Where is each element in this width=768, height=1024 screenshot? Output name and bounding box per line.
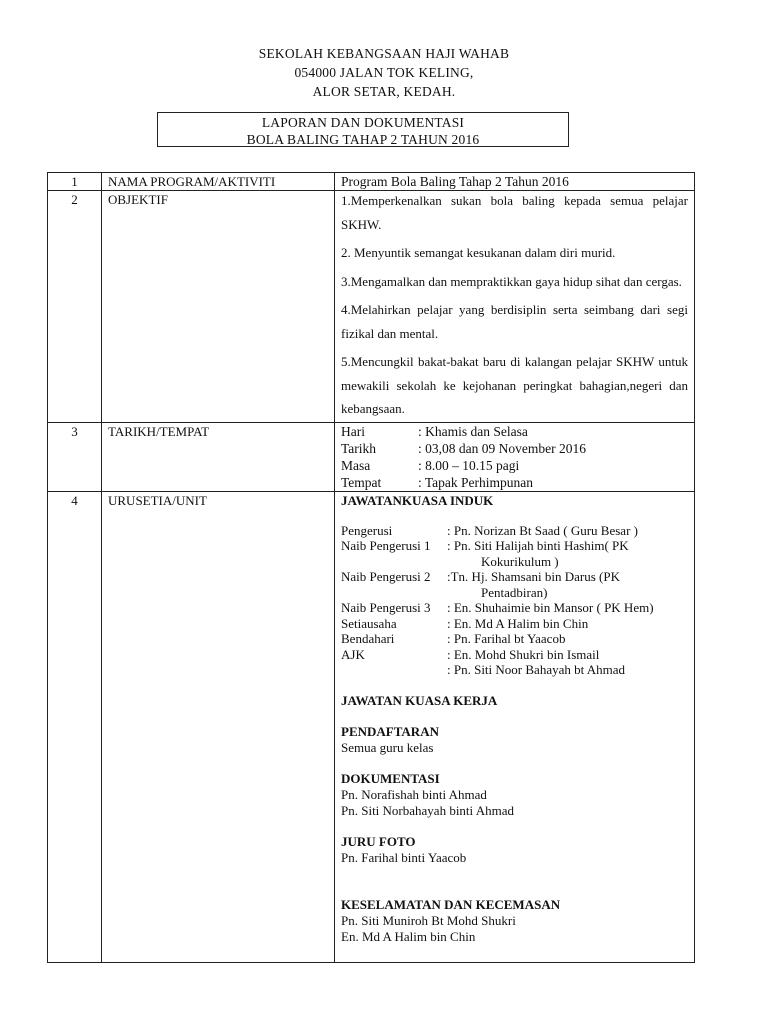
detail-date: Tarikh : 03,08 dan 09 November 2016 bbox=[341, 440, 586, 456]
date-place-details bbox=[335, 422, 695, 491]
row-number: 4 bbox=[48, 491, 102, 962]
school-address-line1: 054000 JALAN TOK KELING, bbox=[294, 65, 474, 80]
member-row: Setiausaha : En. Md A Halim bin Chin bbox=[341, 615, 589, 631]
school-header bbox=[0, 44, 768, 101]
member-row: Naib Pengerusi 1 : Pn. Siti Halijah binti Hashim( PK bbox=[341, 538, 629, 553]
member-row: AJK : En. Mohd Shukri bin Ismail bbox=[341, 646, 600, 662]
committee-title: JAWATANKUASA INDUK bbox=[341, 492, 494, 508]
table-row-objectives bbox=[48, 191, 695, 423]
row-label: TARIKH/TEMPAT bbox=[102, 422, 335, 491]
detail-time: Masa : 8.00 – 10.15 pagi bbox=[341, 457, 520, 473]
member-row: Naib Pengerusi 2 :Tn. Hj. Shamsani bin Darus (PK bbox=[341, 569, 620, 584]
report-table bbox=[47, 172, 695, 963]
section-title: KESELAMATAN DAN KECEMASAN bbox=[341, 896, 561, 912]
member-row: : Pn. Siti Noor Bahayah bt Ahmad bbox=[447, 662, 626, 677]
detail-place: Tempat : Tapak Perhimpunan bbox=[341, 474, 534, 490]
objective-item: 3.Mengamalkan dan mempraktikkan gaya hidup sihat dan cergas. bbox=[341, 273, 682, 289]
work-committee-title: JAWATAN KUASA KERJA bbox=[341, 692, 498, 708]
table-row-date-place bbox=[48, 422, 695, 491]
row-number: 1 bbox=[48, 173, 102, 191]
row-number: 3 bbox=[48, 422, 102, 491]
detail-day: Hari : Khamis dan Selasa bbox=[341, 423, 528, 439]
section-member: Semua guru kelas bbox=[341, 739, 434, 755]
school-address-line2: ALOR SETAR, KEDAH. bbox=[312, 84, 456, 99]
member-row: Bendahari : Pn. Farihal bt Yaacob bbox=[341, 631, 566, 646]
objective-item: 1.Memperkenalkan sukan bola baling kepada semua pelajar SKHW. bbox=[341, 193, 688, 232]
row-number: 2 bbox=[48, 191, 102, 423]
program-name: Program Bola Baling Tahap 2 Tahun 2016 bbox=[335, 173, 695, 191]
report-title-box bbox=[157, 112, 569, 147]
objective-item: 5.Mencungkil bakat-bakat baru di kalangan pelajar SKHW untuk mewakili sekolah ke kejohanan peringkat bahagian,negeri dan kebangsaan. bbox=[341, 354, 688, 416]
row-label: NAMA PROGRAM/AKTIVITI bbox=[102, 173, 335, 191]
member-row: Pengerusi : Pn. Norizan Bt Saad ( Guru Besar ) bbox=[341, 522, 638, 538]
row-label: OBJEKTIF bbox=[102, 191, 335, 423]
table-row-committee bbox=[48, 491, 695, 962]
objective-item: 2. Menyuntik semangat kesukanan dalam diri murid. bbox=[341, 245, 616, 260]
section-title: DOKUMENTASI bbox=[341, 770, 440, 786]
row-label: URUSETIA/UNIT bbox=[102, 491, 335, 962]
section-member: En. Md A Halim bin Chin bbox=[341, 928, 476, 944]
school-name: SEKOLAH KEBANGSAAN HAJI WAHAB bbox=[258, 46, 510, 61]
section-member: Pn. Farihal binti Yaacob bbox=[341, 849, 467, 865]
member-row-continuation: Pentadbiran) bbox=[481, 584, 548, 600]
section-member: Pn. Siti Muniroh Bt Mohd Shukri bbox=[341, 912, 516, 928]
section-member: Pn. Norafishah binti Ahmad bbox=[341, 786, 487, 802]
member-row: Naib Pengerusi 3 : En. Shuhaimie bin Mansor ( PK Hem) bbox=[341, 600, 654, 615]
committee-details bbox=[335, 491, 695, 962]
section-member: Pn. Siti Norbahayah binti Ahmad bbox=[341, 802, 514, 818]
report-title-line2: BOLA BALING TAHAP 2 TAHUN 2016 bbox=[246, 132, 480, 147]
section-title: PENDAFTARAN bbox=[341, 723, 439, 739]
member-row-continuation: Kokurikulum ) bbox=[481, 553, 559, 569]
table-row-program bbox=[48, 173, 695, 191]
objective-item: 4.Melahirkan pelajar yang berdisiplin serta seimbang dari segi fizikal dan mental. bbox=[341, 302, 688, 341]
objectives-list bbox=[335, 191, 695, 423]
section-title: JURU FOTO bbox=[341, 833, 416, 849]
report-title-line1: LAPORAN DAN DOKUMENTASI bbox=[261, 115, 465, 130]
